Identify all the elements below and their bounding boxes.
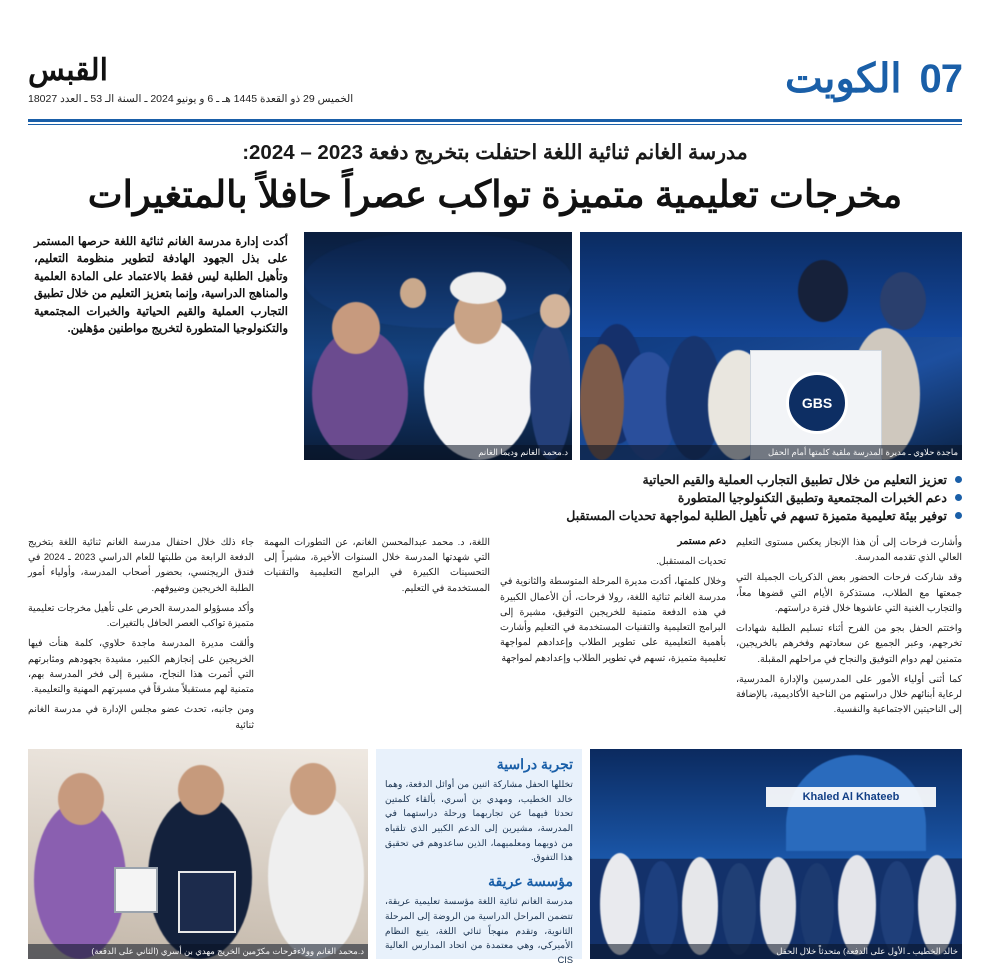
bullet-dot-icon [955, 476, 962, 483]
photo-caption: د.محمد الغانم وولاءفرحات مكرّمين الخريج مهدي بن أسري (الثاني على الدفعة) [28, 944, 368, 959]
column-3 [500, 534, 726, 737]
paper-name: القبس [28, 54, 108, 87]
bullet-item [28, 488, 962, 506]
section-name: الكويت [785, 57, 902, 101]
body-columns [28, 534, 962, 737]
photo-director-podium [580, 232, 962, 460]
box-section-title: مؤسسة عريقة [488, 873, 573, 890]
paragraph: كما أثنى أولياء الأمور على المدرسين والإدارة المدرسية، لرعاية أبنائهم خلال دراستهم من الناحية الأكاديمية، بالإضافة إلى الناحيتين الاجتماعية والنفسية. [736, 672, 962, 715]
page-title: مخرجات تعليمية متميزة تواكب عصراً حافلاً بالمتغيرات [87, 174, 903, 215]
masthead [28, 0, 962, 105]
bullet-band [28, 470, 962, 524]
column-subhead: دعم مستمر [677, 536, 726, 547]
school-logo: GBS [786, 372, 848, 434]
bullet-text: دعم الخبرات المجتمعية وتطبيق التكنولوجيا المتطورة [677, 490, 947, 505]
paragraph: وقد شاركت فرحات الحضور بعض الذكريات الجميلة التي جمعتها مع الطلاب، مستذكرة الأيام التي قضوها معاً، والتجارب الغنية التي عاشوها خلال فترة دراستهم. [736, 571, 962, 613]
bottom-media-row [28, 749, 962, 965]
bullet-item [28, 506, 962, 524]
bullet-text: تعزيز التعليم من خلال تطبيق التجارب العملية والقيم الحياتية [642, 472, 947, 487]
lede-paragraph: أكدت إدارة مدرسة الغانم ثنائية اللغة حرصها المستمر على بذل الجهود الهادفة لتطوير منظومة التعليم، وتأهيل الطلبة ليس فقط بالاعتماد على المادة العلمية والمناهج الدراسية، وإنما بتعزيز التعليم من خلال تطبيق التجارب العملية والقيم الحياتية والخبرات المجتمعية والتكنولوجيا المتطورة لتخريج مواطنين مؤهلين. [34, 236, 288, 336]
issue-line: الخميس 29 ذو القعدة 1445 هـ ـ 6 و يونيو 2024 ـ السنة الـ 53 ـ العدد 18027 [28, 93, 354, 105]
paragraph: وأشارت فرحات إلى أن هذا الإنجاز يعكس مستوى التعليم العالي الذي تقدمه المدرسة. [736, 536, 962, 563]
paragraph: وألقت مديرة المدرسة ماجدة حلاوي، كلمة هنأت فيها الخريجين على إنجازهم الكبير، مشيدة بجهودهم ومثابرتهم التي أثمرت هذا النجاح، مشيرة إلى فخر المدرسة بهم، متمنية لهم مستقبلاً مشرقاً في مسيرتهم المهنية والتعليمية. [28, 637, 254, 695]
page-number: 07 [919, 57, 962, 101]
paragraph: ومن جانبه، تحدث عضو مجلس الإدارة في مدرسة الغانم ثنائية [28, 703, 254, 730]
bullet-dot-icon [955, 494, 962, 501]
stage-banner: Khaled Al Khateeb [766, 787, 936, 807]
column-1 [28, 534, 254, 737]
masthead-right [28, 56, 353, 105]
divider-thick [28, 119, 962, 122]
photo-guests [304, 232, 572, 460]
sidebar-info-box [376, 749, 582, 965]
paragraph: وأكد مسؤولو المدرسة الحرص على تأهيل مخرجات تعليمية متميزة تواكب العصر الحافل بالتغيرات. [28, 601, 254, 629]
box-section-title: تجربة دراسية [496, 755, 573, 772]
top-media-row [28, 232, 962, 460]
paragraph: جاء ذلك خلال احتفال مدرسة الغانم ثنائية اللغة بتخريج الدفعة الرابعة من طلبتها للعام الدراسي 2023 ـ 2024 في فندق الريجنسي، بحضور أصحاب المدرسة، وأولياء أمور الطلبة الخريجين وضيوفهم. [28, 536, 255, 593]
photo-award-handover [28, 749, 368, 959]
bullet-item [28, 470, 962, 488]
paragraph: وخلال كلمتها، أكدت مديرة المرحلة المتوسطة والثانوية في مدرسة الغانم ثنائية اللغة، رولا فرحات، أن الأعمال الكبيرة في هذه الدفعة متمنية للخريجين التوفيق، مشيرة إلى البرامج التعليمية والتقنيات المستخدمة في التعليم وأشارت بأهمية التعليمية على تطوير الطلاب وإعدادهم لمواجهة تعليمية متميزة، تسهم في تطوير الطلاب وإعدادهم لمواجهة [500, 575, 726, 663]
paragraph: واختتم الحفل بجو من الفرح أثناء تسليم الطلبة شهادات تخرجهم، وعبر الجميع عن سعادتهم وفخرهم بالخريجين، متمنين لهم دوام التوفيق والنجاح في مراحلهم المقبلة. [736, 622, 962, 664]
photo-stage-wide [590, 749, 962, 959]
bullet-text: توفير بيئة تعليمية متميزة تسهم في تأهيل الطلبة لمواجهة تحديات المستقبل [566, 508, 947, 523]
paragraph: اللغة، د. محمد عبدالمحسن الغانم، عن التطورات المهمة التي شهدتها المدرسة خلال السنوات الأخيرة، مشيراً إلى التحسينات الكبيرة في البرامج التعليمية والتقنيات المستخدمة في التعليم. [264, 536, 490, 593]
column-4 [736, 534, 962, 737]
photo-caption: خالد الخطيب ـ الأول على الدفعة) متحدثاً خلال الحفل [590, 944, 962, 959]
paragraph: تحديات المستقبل. [656, 555, 726, 567]
photo-caption: ماجدة حلاوي ـ مديرة المدرسة ملقية كلمتها أمام الحفل [580, 445, 962, 460]
photo-caption: د.محمد الغانم وديما الغانم [304, 445, 572, 460]
divider-thin [28, 124, 962, 125]
box-section-text: تخللها الحفل مشاركة اثنين من أوائل الدفعة، وهما خالد الخطيب، ومهدي بن أسري، بألقاء كلمتين تحدثا فيهما عن تجاربهما ورحلة دراستهما في المدرسة، مشيرين إلى الدعم الكبير الذي تلقياه من ذويهما ومعلميهما، الذين ساعدوهم في تحقيق هذا التفوق. [385, 778, 573, 863]
box-section-text: مدرسة الغانم ثنائية اللغة مؤسسة تعليمية عريقة، تتضمن المراحل الدراسية من الروضة إلى المرحلة الثانوية، وتقدم منهجاً ثنائي اللغة، يتبع النظام الأميركي، وهي معتمدة من اتحاد المدارس العالية CIS [385, 896, 573, 965]
bullet-dot-icon [955, 512, 962, 519]
column-2 [264, 534, 490, 737]
kicker: مدرسة الغانم ثنائية اللغة احتفلت بتخريج دفعة 2023 – 2024: [242, 141, 748, 164]
masthead-left [785, 56, 962, 102]
